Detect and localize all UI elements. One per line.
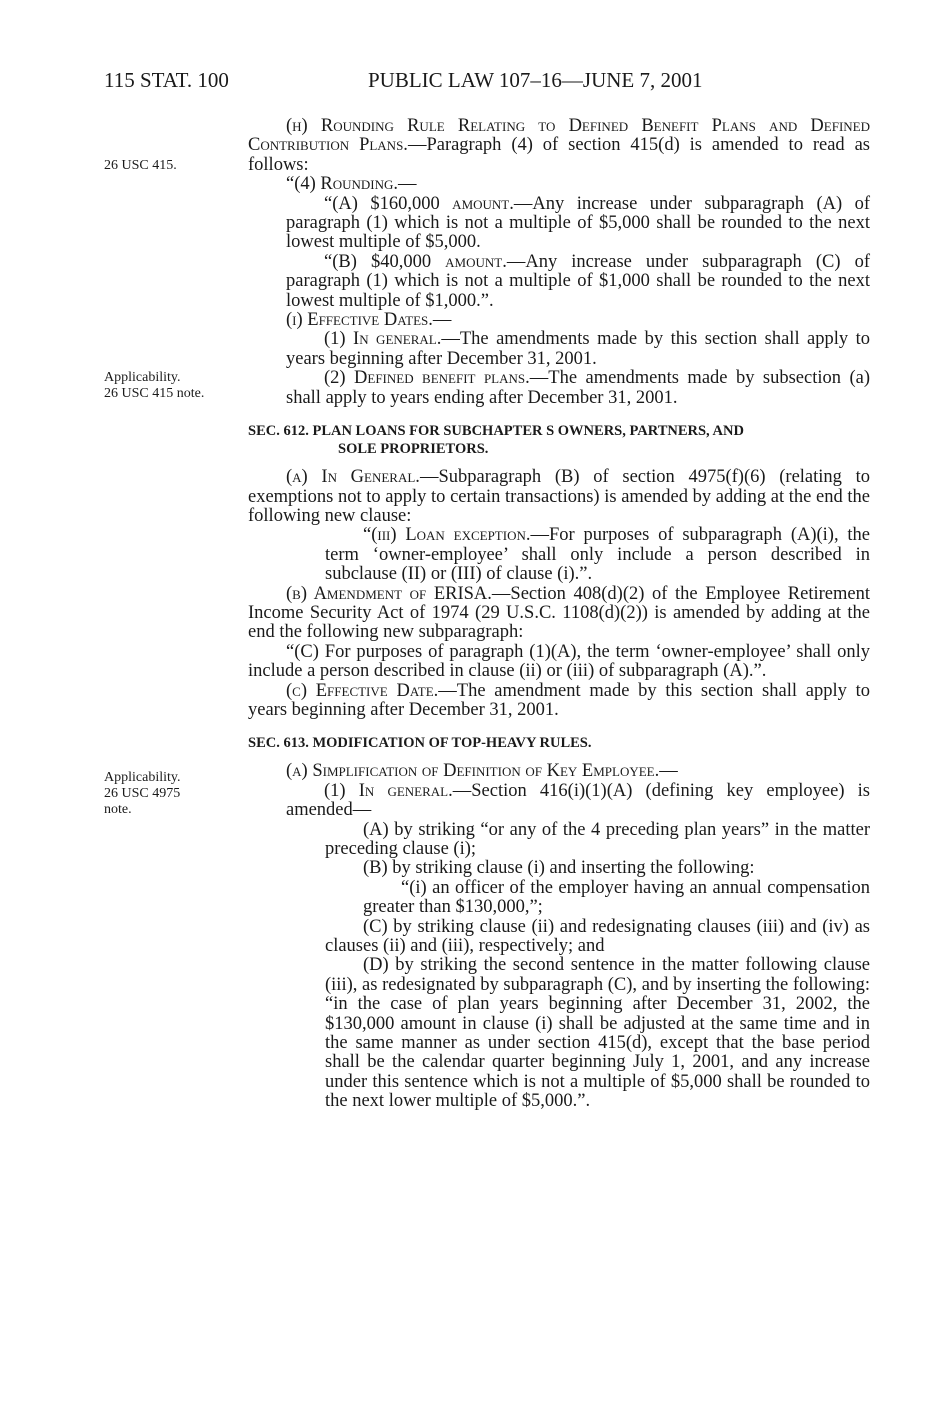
para-i-2: (2) Defined benefit plans.—The amendments made by subsection (a) shall apply to years ending after December 31, 2001. bbox=[286, 368, 870, 408]
page-body bbox=[248, 117, 870, 1112]
para-612-b: (b) Amendment of ERISA.—Section 408(d)(2) of the Employee Retirement Income Security Act of 1974 (29 U.S.C. 1108(d)(2)) is amended by adding at the end the following new subparagraph: bbox=[248, 583, 870, 643]
section-612-heading: SEC. 612. PLAN LOANS FOR SUBCHAPTER S OWNERS, PARTNERS, AND SOLE PROPRIETORS. bbox=[248, 423, 744, 458]
para-612-iii: “(iii) Loan exception.—For purposes of subparagraph (A)(i), the term ‘owner-employee’ shall only include a person described in subclause (II) or (III) of clause (i).”. bbox=[325, 525, 871, 585]
para-h: (h) Rounding Rule Relating to Defined Benefit Plans and Defined Contribution Plans.—Paragraph (4) of section 415(d) is amended to read as follows: bbox=[248, 116, 870, 175]
para-613-A: (A) by striking “or any of the 4 preceding plan years” in the matter preceding clause (i); bbox=[325, 819, 870, 859]
margin-note-26usc415: 26 USC 415. bbox=[104, 158, 177, 173]
page-header-title: PUBLIC LAW 107–16—JUNE 7, 2001 bbox=[368, 68, 703, 92]
para-613-a-1: (1) In general.—Section 416(i)(1)(A) (defining key employee) is amended— bbox=[286, 780, 870, 821]
margin-note-applicability: Applicability. bbox=[104, 370, 181, 385]
margin-note-26usc4975: 26 USC 4975 bbox=[104, 786, 181, 801]
para-613-a: (a) Simplification of Definition of Key Employee.— bbox=[286, 761, 678, 782]
para-612-a: (a) In General.—Subparagraph (B) of section 4975(f)(6) (relating to exemptions not to apply to certain transactions) is amended by adding at the end the following new clause: bbox=[248, 467, 871, 526]
para-rounding-A: “(A) $160,000 amount.—Any increase under subparagraph (A) of paragraph (1) which is not a multiple of $5,000 shall be rounded to the next lowest multiple of $5,000. bbox=[286, 193, 870, 253]
section-613-heading: SEC. 613. MODIFICATION OF TOP-HEAVY RULES. bbox=[248, 735, 592, 752]
para-613-B: (B) by striking clause (i) and inserting the following: bbox=[363, 858, 755, 879]
para-i: (i) Effective Dates.— bbox=[286, 310, 452, 331]
margin-note-note: note. bbox=[104, 802, 132, 817]
margin-note-applicability-2: Applicability. bbox=[104, 770, 181, 785]
para-rounding-4: “(4) Rounding.— bbox=[286, 174, 417, 195]
para-612-c: (c) Effective Date.—The amendment made by this section shall apply to years beginning after December 31, 2001. bbox=[248, 680, 870, 720]
para-i-1: (1) In general.—The amendments made by this section shall apply to years beginning after December 31, 2001. bbox=[286, 329, 871, 369]
para-613-B-i: “(i) an officer of the employer having an annual compensation greater than $130,000,”; bbox=[363, 877, 870, 918]
para-612-C: “(C) For purposes of paragraph (1)(A), the term ‘owner-employee’ shall only include a person described in clause (ii) or (iii) of subparagraph (A).”. bbox=[248, 641, 870, 682]
para-rounding-B: “(B) $40,000 amount.—Any increase under subparagraph (C) of paragraph (1) which is not a multiple of $1,000 shall be rounded to the next lowest multiple of $1,000.”. bbox=[286, 251, 870, 311]
para-613-C: (C) by striking clause (ii) and redesignating clauses (iii) and (iv) as clauses (ii) and (iii), respectively; and bbox=[325, 916, 870, 957]
margin-note-26usc415-note: 26 USC 415 note. bbox=[104, 386, 205, 401]
para-613-D: (D) by striking the second sentence in the matter following clause (iii), as redesignated by subparagraph (C), and by inserting the following: “in the case of plan years beginning after December 31, 2002, the $130,000 amount in clause (i) shall be adjusted at the same time and in the same manner as under section 415(d), except that the base period shall be the calendar quarter beginning July 1, 2001, and any increase under this sentence which is not a multiple of $5,000 shall be rounded to the next lower multiple of $5,000.”. bbox=[325, 955, 870, 1112]
page-stat-number: 115 STAT. 100 bbox=[104, 68, 229, 92]
